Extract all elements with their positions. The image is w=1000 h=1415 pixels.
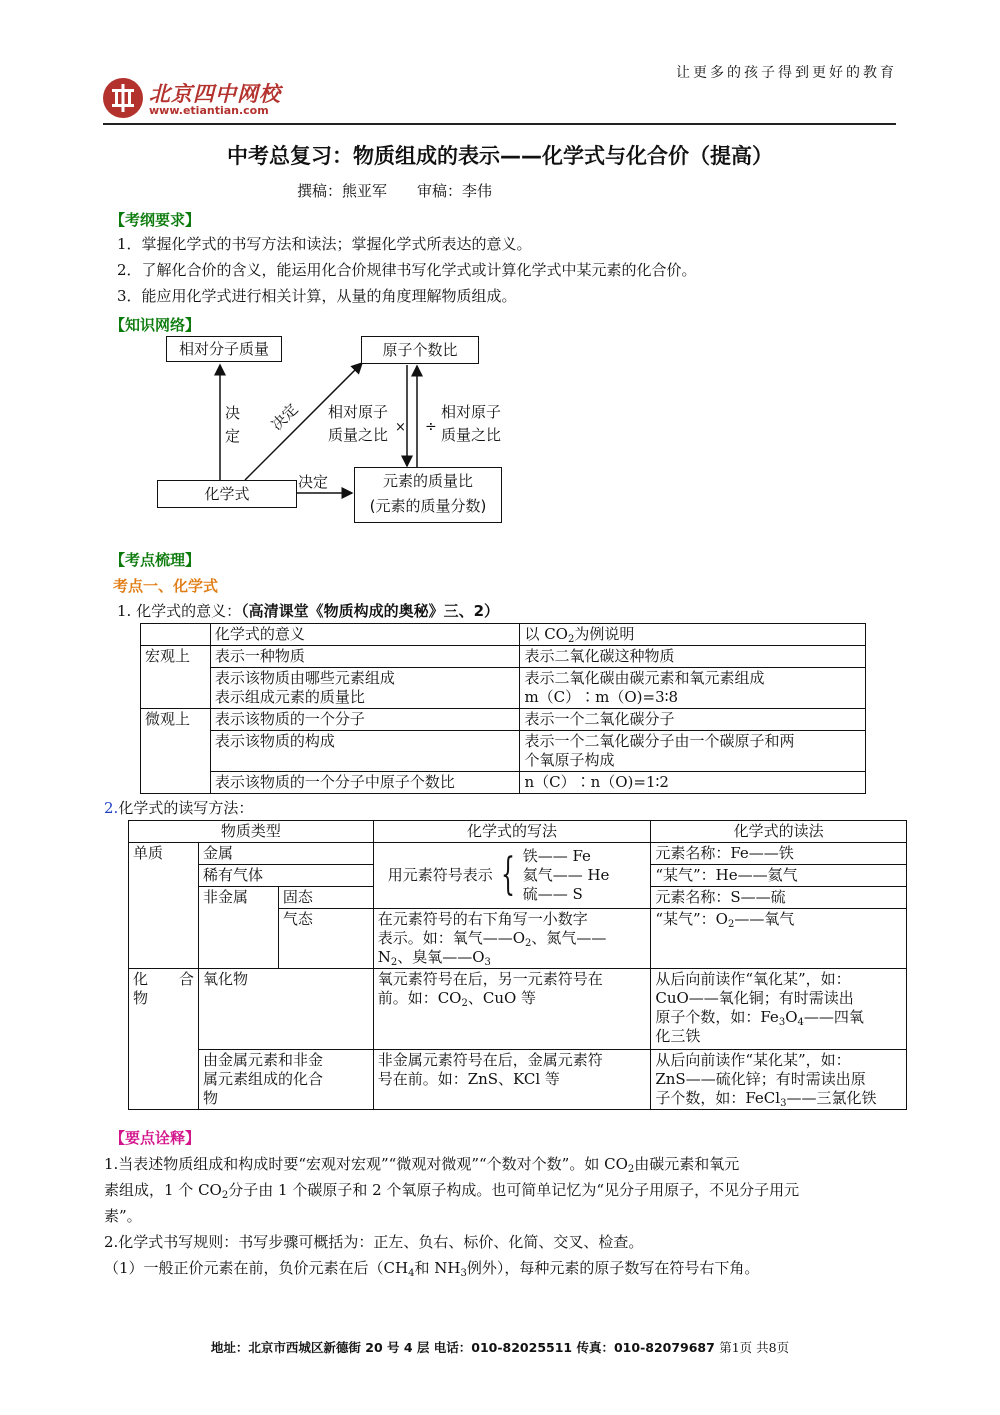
table-cell: “某气”：He——氦气 — [651, 865, 907, 887]
table-header — [520, 624, 866, 646]
compound-label: 化 合 — [133, 970, 194, 988]
label-divide-symbol: ÷ — [425, 419, 437, 435]
text: 、CuO 等 — [467, 989, 537, 1007]
table-cell: 表示该物质的一个分子 — [210, 709, 520, 731]
page-title: 中考总复习：物质组成的表示——化学式与化合价（提高） — [227, 144, 773, 168]
text: 、臭氧——O — [397, 948, 485, 966]
subscript: 3 — [778, 1017, 786, 1028]
cell-line: 化三铁 — [655, 1027, 701, 1045]
text: ——氧气 — [734, 910, 795, 928]
cell-line — [378, 989, 647, 1008]
paragraph-line — [104, 1151, 900, 1177]
subheading-2-num: 2. — [104, 799, 119, 817]
explanation-paragraph-2: 2.化学式书写规则：书写步骤可概括为：正左、负右、标价、化简、交叉、检查。 — [104, 1233, 644, 1251]
text: “某气”：O — [655, 910, 728, 928]
text: 、氮气—— — [531, 929, 607, 947]
label-decide-horizontal: 决定 — [298, 473, 329, 491]
subscript: 4 — [408, 1268, 415, 1279]
text: 由碳元素和氧元 — [634, 1155, 740, 1173]
table-cell — [520, 731, 866, 772]
table-cell — [141, 624, 211, 646]
explanation-paragraph-1 — [104, 1151, 900, 1229]
cell-line: 物 — [202, 1089, 218, 1107]
label-divide-line2: 质量之比 — [441, 426, 502, 444]
table-cell — [651, 1050, 907, 1110]
text: 素组成，1 个 CO — [104, 1181, 222, 1199]
table-cell-write-symbol — [373, 843, 651, 909]
label-decide-diagonal: 决定 — [267, 400, 302, 435]
subheading-1-ref: （高清课堂《物质构成的奥秘》三、2） — [241, 602, 500, 620]
logo — [103, 74, 323, 122]
logo-name: 北京四中网校 — [149, 82, 281, 106]
knowledge-diagram — [150, 335, 510, 530]
table-row — [141, 646, 866, 668]
cell-line — [378, 929, 647, 948]
table-cell: 氧化物 — [198, 969, 373, 1050]
cell-line: 表示二氧化碳由碳元素和氧元素组成 — [524, 669, 765, 687]
table-row — [141, 709, 866, 731]
table-header: 物质类型 — [129, 821, 374, 843]
subscript: 2 — [727, 919, 735, 930]
table-cell — [198, 1050, 373, 1110]
write-symbol-label: 用元素符号表示 — [387, 865, 493, 884]
label-multiply-line1: 相对原子 — [328, 403, 389, 421]
text: 分子由 1 个碳原子和 2 个氧原子构成。也可简单记忆为“见分子用原子，不见分子用元 — [228, 1181, 800, 1199]
example-fe: 铁—— Fe — [522, 846, 591, 865]
table-read-write-methods — [128, 820, 907, 1110]
table-header: 化学式的读法 — [651, 821, 907, 843]
subscript: 2 — [567, 634, 575, 645]
table-row — [141, 772, 866, 794]
subscript: 3 — [460, 1268, 467, 1279]
footer — [0, 1338, 1000, 1356]
header-divider — [103, 123, 896, 125]
explanation-paragraph-3 — [104, 1257, 759, 1279]
subscript: 3 — [780, 1098, 787, 1109]
cell-line: 由金属元素和非金 — [202, 1051, 323, 1069]
table-cell: 表示该物质的构成 — [210, 731, 520, 772]
table-cell: 表示该物质的一个分子中原子个数比 — [210, 772, 520, 794]
table-cell-micro: 微观上 — [141, 709, 211, 794]
text: （1）一般正价元素在前，负价元素在后（CH — [104, 1259, 409, 1277]
point-1-heading: 考点一、化学式 — [113, 577, 219, 595]
label-multiply-symbol: × — [395, 420, 406, 435]
requirement-item: 2．了解化合价的含义，能运用化合价规律书写化学式或计算化学式中某元素的化合价。 — [117, 261, 697, 279]
cell-line: 非金属元素符号在后，金属元素符 — [377, 1051, 603, 1069]
table-cell — [520, 668, 866, 709]
text: 前。如：CO — [377, 989, 462, 1007]
cell-line: 从后向前读作“某化某”，如： — [655, 1051, 851, 1069]
cell-line — [655, 1089, 902, 1108]
table-header: 化学式的意义 — [210, 624, 520, 646]
subheading-2-text: 化学式的读写方法： — [118, 799, 254, 817]
section-heading-requirements: 【考纲要求】 — [110, 211, 201, 229]
table-cell: 元素名称：S——硫 — [651, 887, 907, 909]
subscript: 2 — [627, 1164, 635, 1175]
cell-line: CuO——氧化铜；有时需读出 — [655, 989, 854, 1007]
table-cell-compound: 化 合 物 — [129, 969, 199, 1110]
cell-line: ZnS——硫化锌；有时需读出原 — [655, 1070, 866, 1088]
subscript: 2 — [461, 998, 468, 1009]
section-heading-key-points: 【考点梳理】 — [110, 551, 201, 569]
cell-line: 表示该物质由哪些元素组成 — [214, 669, 395, 687]
table-cell-macro: 宏观上 — [141, 646, 211, 709]
text: ——四氧 — [803, 1008, 864, 1026]
label-decide-vertical-1: 决 — [225, 404, 241, 422]
cell-line: 表示组成元素的质量比 — [214, 688, 365, 706]
text: 1.当表述物质组成和构成时要“宏观对宏观”“微观对微观”“个数对个数”。如 CO — [104, 1155, 628, 1173]
requirement-item: 1．掌握化学式的书写方法和读法；掌握化学式所表达的意义。 — [117, 235, 532, 253]
example-s: 硫—— S — [522, 884, 583, 903]
subscript: 2 — [390, 957, 398, 968]
box-chemical-formula: 化学式 — [157, 480, 297, 508]
box-mass-ratio-line2: (元素的质量分数) — [369, 497, 487, 515]
text: 子个数，如：FeCl — [655, 1089, 781, 1107]
table-cell — [373, 969, 651, 1050]
table-row — [141, 668, 866, 709]
box-element-mass-ratio — [354, 467, 502, 523]
table-cell-element: 单质 — [129, 843, 199, 969]
cell-line — [378, 948, 647, 967]
table-cell — [210, 668, 520, 709]
label-divide-line1: 相对原子 — [441, 403, 502, 421]
label-multiply-line2: 质量之比 — [328, 426, 389, 444]
box-relative-molecular-mass: 相对分子质量 — [166, 336, 282, 362]
logo-emblem-icon — [103, 78, 143, 118]
subscript: 2 — [221, 1190, 229, 1201]
header-slogan: 让更多的孩子得到更好的教育 — [676, 65, 897, 81]
cell-line: 属元素组成的化合 — [202, 1070, 323, 1088]
paragraph-line: 素”。 — [104, 1207, 142, 1225]
table-cell: 元素名称：Fe——铁 — [651, 843, 907, 865]
cell-line: 表示一个二氧化碳分子由一个碳原子和两 — [524, 732, 795, 750]
label-decide-vertical-2: 定 — [225, 427, 241, 445]
subheading-read-write — [104, 797, 253, 819]
cell-line: 氧元素符号在后，另一元素符号在 — [377, 970, 603, 988]
cell-line: 从后向前读作“氧化某”，如： — [655, 970, 851, 988]
brace-icon: { — [500, 849, 515, 900]
text: 以 CO — [524, 625, 568, 643]
footer-address: 地址：北京市西城区新德街 20 号 4 层 电话：010-82025511 传真：010-82079687 — [210, 1340, 715, 1355]
table-cell: 金属 — [198, 843, 373, 865]
text: O — [785, 1008, 798, 1026]
text: 为例说明 — [574, 625, 635, 643]
table-cell — [651, 909, 907, 969]
section-heading-knowledge-network: 【知识网络】 — [110, 316, 201, 334]
table-cell: n（C）∶n（O)=1∶2 — [520, 772, 866, 794]
subscript: 2 — [525, 938, 532, 949]
table-cell — [373, 1050, 651, 1110]
text: 和 NH — [414, 1259, 461, 1277]
table-cell — [651, 969, 907, 1050]
text: 例外），每种元素的原子数写在符号右下角。 — [466, 1259, 760, 1277]
table-cell: 固态 — [278, 887, 373, 909]
cell-line: 个氧原子构成 — [524, 751, 615, 769]
table-row — [141, 731, 866, 772]
box-mass-ratio-line1: 元素的质量比 — [382, 472, 473, 490]
table-cell: 气态 — [278, 909, 373, 969]
text: ——三氯化铁 — [786, 1089, 877, 1107]
text: 原子个数，如：Fe — [655, 1008, 779, 1026]
subscript: 4 — [797, 1017, 804, 1028]
text: N — [377, 948, 391, 966]
cell-line: 在元素符号的右下角写一小数字 — [377, 910, 588, 928]
table-cell — [373, 909, 651, 969]
table-cell: 表示二氧化碳这种物质 — [520, 646, 866, 668]
table-cell-nonmetal: 非金属 — [198, 887, 278, 969]
table-formula-meaning — [140, 623, 866, 794]
section-heading-explanations: 【要点诠释】 — [110, 1129, 201, 1147]
cell-line: 号在前。如：ZnS、KCl 等 — [377, 1070, 560, 1088]
example-he: 氦气—— He — [522, 865, 610, 884]
table-cell: 表示一种物质 — [210, 646, 520, 668]
table-row — [141, 624, 866, 646]
subscript: 3 — [484, 957, 491, 968]
box-atom-count-ratio: 原子个数比 — [361, 336, 479, 364]
subheading-formula-meaning — [117, 600, 499, 622]
table-header: 化学式的写法 — [373, 821, 651, 843]
cell-line — [655, 1008, 902, 1027]
table-cell: 稀有气体 — [198, 865, 373, 887]
text: 表示。如：氧气——O — [377, 929, 525, 947]
cell-line: m（C）∶m（O)=3∶8 — [524, 688, 679, 706]
table-row — [129, 1050, 907, 1110]
paragraph-line — [104, 1177, 900, 1203]
table-cell: 表示一个二氧化碳分子 — [520, 709, 866, 731]
authors: 撰稿：熊亚军 审稿：李伟 — [297, 182, 493, 200]
requirement-item: 3．能应用化学式进行相关计算，从量的角度理解物质组成。 — [117, 287, 517, 305]
table-row — [129, 969, 907, 1050]
subheading-1-prefix: 1. 化学式的意义： — [117, 602, 242, 620]
table-row — [129, 821, 907, 843]
logo-url: www.etiantian.com — [149, 104, 269, 117]
footer-page-number: 第1页 共8页 — [719, 1340, 790, 1355]
table-row — [129, 843, 907, 865]
